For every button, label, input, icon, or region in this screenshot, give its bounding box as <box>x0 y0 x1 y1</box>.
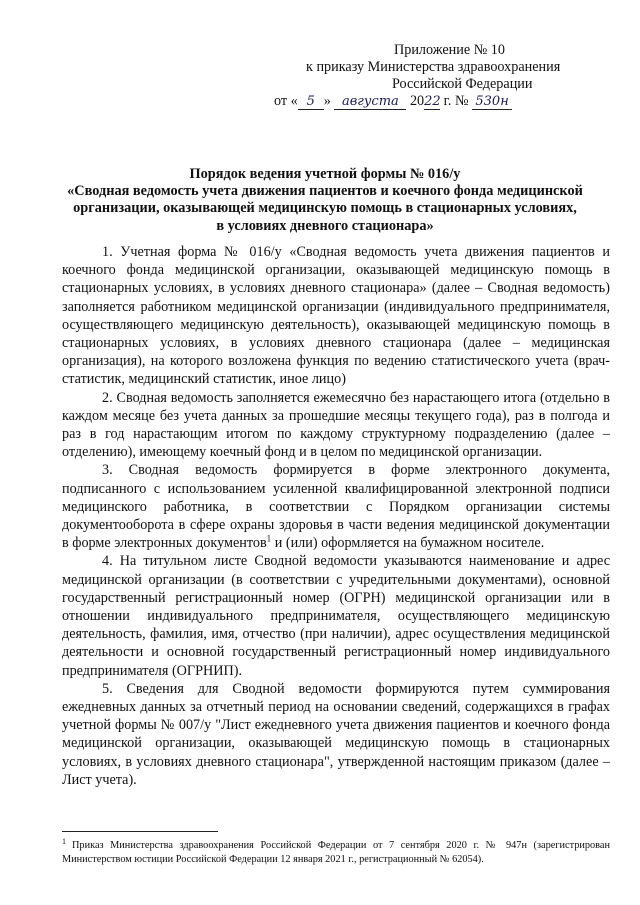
title-line-3: организации, оказывающей медицинскую помощь в стационарных условиях, <box>73 200 577 217</box>
handwritten-month: августа <box>334 95 406 110</box>
handwritten-order-number: 530н <box>472 95 512 110</box>
appendix-number: Приложение № 10 <box>394 42 505 58</box>
footnote-reference: 1 <box>266 533 272 544</box>
year-prefix: 20 <box>409 93 425 109</box>
paragraph-3-tail: и (или) оформляется на бумажном носителе. <box>271 535 545 552</box>
paragraph-1: 1. Учетная форма № 016/у «Сводная ведомость учета движения пациентов и коечного фонда медицинской организации, оказывающей медицинскую помощь в стационарных условиях, в условиях дневного стационара» (далее – Сводная ведомость) заполняется работником медицинской организации (индивидуального предпринимателя, осуществляющего медицинскую деятельность), оказывающей медицинскую помощь в стационарных условиях, в условиях дневного стационара (далее – медицинская организация), на которого возложена функция по ведению статистического учета (врач-статистик, медицинский статистик, иное лицо) <box>62 244 610 388</box>
title-line-4: в условиях дневного стационара» <box>216 217 434 234</box>
handwritten-year: 22 <box>424 94 441 109</box>
footnote-text: Приказ Министерства здравоохранения Российской Федерации от 7 сентября 2020 г. № 947н (зарегистрирован Министерством юстиции Российской Федерации 12 января 2021 г., регистрационный № 62054). <box>62 840 610 865</box>
footnote-divider <box>62 831 218 832</box>
number-prefix: г. № <box>443 93 469 109</box>
date-mid: » <box>323 93 331 109</box>
date-prefix: от « <box>274 93 298 109</box>
paragraph-3 <box>62 461 610 552</box>
footnote-mark: 1 <box>62 836 66 846</box>
paragraph-5: 5. Сведения для Сводной ведомости формируются путем суммирования ежедневных данных за отчетный период на основании сведений, содержащихся в графах учетной формы № 007/у "Лист ежедневного учета движения пациентов и коечного фонда медицинской организации, оказывающей медицинскую помощь в стационарных условиях, в условиях дневного стационара", утвержденной настоящим приказом (далее – Лист учета). <box>62 680 610 788</box>
ministry-country: Российской Федерации <box>392 76 533 92</box>
paragraph-3-text: 3. Сводная ведомость формируется в форме электронного документа, подписанного с использованием усиленной квалифицированной электронной подписи медицинского работника, в соответствии с Порядком организации системы документооборота в сфере охраны здоровья в части ведения медицинской документации в форме электронных документов <box>62 462 610 552</box>
order-reference: к приказу Министерства здравоохранения <box>306 59 561 75</box>
document-title <box>60 166 590 235</box>
paragraph-2: 2. Сводная ведомость заполняется ежемесячно без нарастающего итога (отдельно в каждом месяце без учета данных за прошедшие месяцы текущего года), раз в полгода и раз в год нарастающим итогом по каждому структурному подразделению (далее – отделению), имеющему коечный фонд и в целом по медицинской организации. <box>62 389 610 461</box>
title-line-1: Порядок ведения учетной формы № 016/у <box>189 166 461 182</box>
paragraph-4: 4. На титульном листе Сводной ведомости указываются наименование и адрес медицинской организации (в соответствии с учредительными документами), основной государственный регистрационный номер (ОГРН) медицинской организации или в отношении индивидуального предпринимателя, осуществляющего медицинскую деятельность, фамилия, имя, отчество (при наличии), адрес осуществления медицинской деятельности и основной государственный регистрационный номер индивидуального предпринимателя (ОГРНИП). <box>62 553 610 679</box>
order-date-line <box>270 93 600 110</box>
handwritten-day: 5 <box>298 95 324 110</box>
document-body <box>62 243 610 789</box>
title-line-2: «Сводная ведомость учета движения пациентов и коечного фонда медицинской <box>67 183 583 200</box>
appendix-header <box>270 42 600 110</box>
footnote <box>62 836 610 867</box>
